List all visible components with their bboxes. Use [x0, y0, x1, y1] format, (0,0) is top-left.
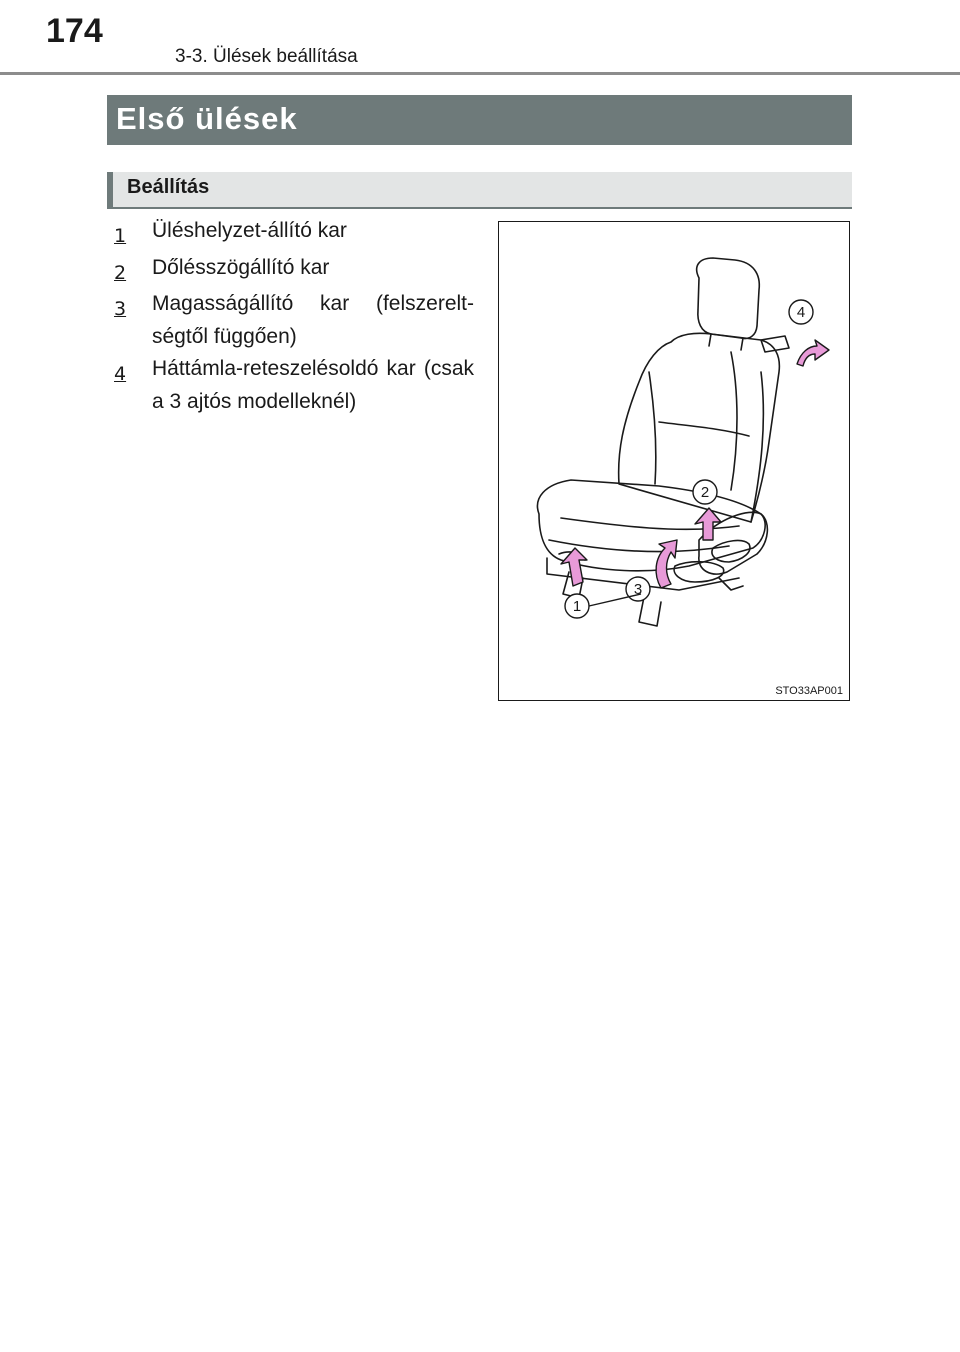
item-number: 4	[114, 363, 127, 385]
height-lever	[674, 562, 724, 582]
arrow-3	[656, 540, 677, 588]
headrest	[697, 258, 760, 339]
item-number: 1	[114, 225, 127, 247]
subsection-title: Beállítás	[127, 176, 210, 198]
header-rule	[0, 72, 960, 75]
arrow-1	[561, 548, 587, 586]
callout-4: 4	[796, 304, 806, 321]
page-number: 174	[46, 12, 103, 50]
section-banner	[107, 95, 852, 145]
item-text: Dőlésszögállító kar	[152, 256, 330, 279]
subsection-banner	[107, 172, 852, 207]
subsection-rule	[107, 207, 852, 209]
chapter-title: 3-3. Ülések beállítása	[175, 46, 358, 67]
seat-illustration	[498, 221, 850, 701]
figure-code: STO33AP001	[775, 685, 843, 697]
list-item	[114, 214, 474, 247]
list-item	[114, 352, 474, 418]
section-title: Első ülések	[116, 101, 298, 136]
callout-3: 3	[633, 581, 643, 598]
item-text: Üléshelyzet-állító kar	[152, 219, 347, 242]
item-number: 3	[114, 298, 127, 320]
callout-2: 2	[700, 484, 710, 501]
backrest-release-lever	[761, 336, 789, 352]
item-text: Háttámla-reteszelésoldó kar (csak a 3 ajtós modelleknél)	[152, 357, 474, 413]
callout-1: 1	[572, 598, 582, 615]
seat-drawing	[499, 222, 848, 699]
item-text: Magasságállító kar (felszerelt-ségtől függően)	[152, 292, 474, 348]
list-item	[114, 287, 474, 353]
arrow-4	[797, 340, 829, 366]
item-number: 2	[114, 262, 127, 284]
list-item	[114, 251, 474, 284]
subsection-accent-bar	[107, 172, 113, 207]
